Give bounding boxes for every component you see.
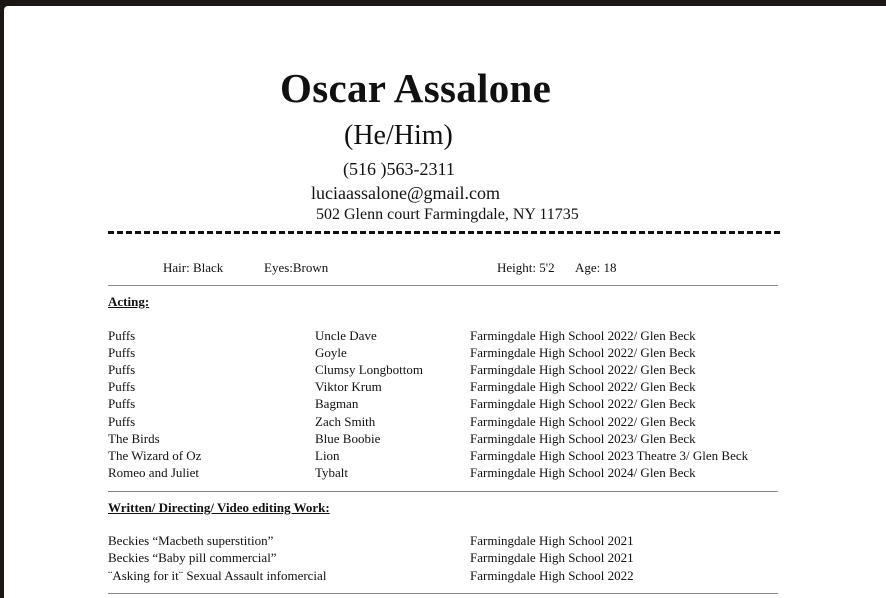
- role-name: Uncle Dave: [315, 328, 377, 343]
- venue-director: Farmingdale High School 2022/ Glen Beck: [470, 345, 696, 361]
- work-title: Beckies “Baby pill commercial”: [108, 550, 277, 566]
- phone-number: (516 )563-2311: [343, 159, 455, 179]
- venue-director: Farmingdale High School 2022/ Glen Beck: [470, 362, 696, 378]
- venue-director: Farmingdale High School 2023/ Glen Beck: [470, 430, 696, 446]
- pronouns: (He/Him): [344, 120, 453, 151]
- show-title: The Birds: [108, 430, 160, 446]
- mailing-address: 502 Glenn court Farmingdale, NY 11735: [316, 206, 579, 223]
- show-title: Puffs: [108, 413, 136, 429]
- work-heading: Written/ Directing/ Video editing Work:: [108, 500, 330, 515]
- role-name: Tybalt: [315, 464, 349, 480]
- age-stat: Age: 18: [575, 260, 617, 275]
- bottom-divider: [108, 593, 778, 594]
- work-venue: Farmingdale High School 2021: [470, 533, 634, 548]
- hair-stat: Hair: Black: [163, 260, 224, 275]
- show-title: Puffs: [108, 396, 136, 412]
- actor-name: Oscar Assalone: [280, 65, 552, 111]
- show-title: Puffs: [108, 345, 136, 361]
- show-title: The Wizard of Oz: [108, 447, 202, 463]
- role-name: Zach Smith: [315, 413, 376, 429]
- work-title: ¨Asking for it¨ Sexual Assault infomercial: [108, 567, 327, 583]
- resume-page: [4, 6, 886, 598]
- role-name: Bagman: [315, 396, 359, 412]
- acting-divider: [108, 491, 778, 492]
- venue-director: Farmingdale High School 2022/ Glen Beck: [470, 379, 696, 395]
- role-name: Blue Boobie: [315, 430, 381, 446]
- show-title: Puffs: [108, 328, 136, 343]
- venue-director: Farmingdale High School 2023 Theatre 3/ Glen Beck: [470, 447, 749, 463]
- venue-director: Farmingdale High School 2022/ Glen Beck: [470, 328, 696, 343]
- stats-divider: [108, 285, 778, 286]
- show-title: Puffs: [108, 379, 136, 395]
- header-divider: [108, 231, 780, 234]
- venue-director: Farmingdale High School 2022/ Glen Beck: [470, 413, 696, 429]
- role-name: Lion: [315, 447, 340, 463]
- email-address: luciaassalone@gmail.com: [311, 183, 501, 203]
- work-venue: Farmingdale High School 2022: [470, 567, 634, 583]
- role-name: Viktor Krum: [315, 379, 382, 395]
- venue-director: Farmingdale High School 2022/ Glen Beck: [470, 396, 696, 412]
- work-venue: Farmingdale High School 2021: [470, 550, 634, 566]
- show-title: Puffs: [108, 362, 136, 378]
- eyes-stat: Eyes:Brown: [264, 260, 329, 275]
- role-name: Goyle: [315, 345, 347, 361]
- work-title: Beckies “Macbeth superstition”: [108, 533, 274, 548]
- height-stat: Height: 5'2: [497, 260, 555, 275]
- venue-director: Farmingdale High School 2024/ Glen Beck: [470, 464, 696, 480]
- acting-heading: Acting:: [108, 294, 150, 309]
- role-name: Clumsy Longbottom: [315, 362, 423, 378]
- show-title: Romeo and Juliet: [108, 464, 199, 480]
